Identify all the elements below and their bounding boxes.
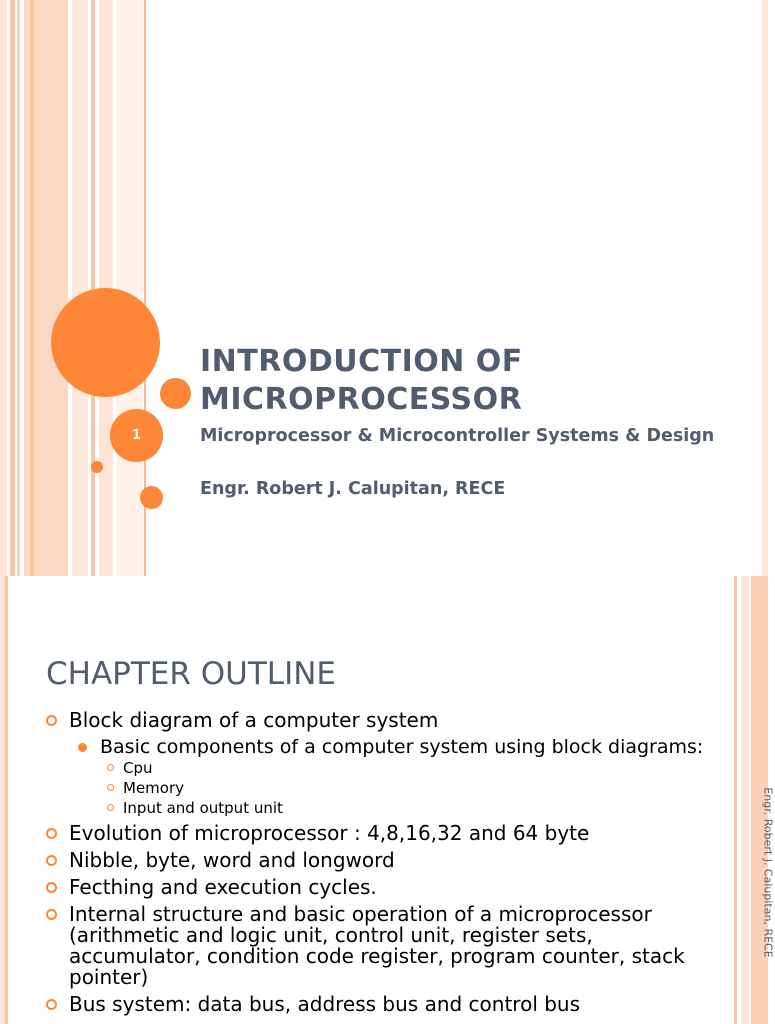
decorative-band — [10, 0, 15, 576]
ring-bullet-icon — [107, 804, 114, 811]
slide-subtitle: Microprocessor & Microcontroller Systems & Design — [200, 426, 715, 446]
dot-bullet-icon — [78, 743, 87, 752]
list-item: Evolution of microprocessor : 4,8,16,32 and 64 byte — [0, 823, 720, 844]
list-item: Bus system: data bus, address bus and control bus — [0, 994, 720, 1015]
decorative-band — [741, 576, 749, 1024]
slide-title: INTRODUCTION OF MICROPROCESSOR — [200, 344, 523, 417]
decorative-band — [17, 0, 20, 576]
list-item: Block diagram of a computer system — [0, 710, 720, 731]
ring-bullet-icon — [46, 909, 57, 920]
list-item: Cpu — [0, 760, 720, 777]
decorative-band — [0, 0, 7, 576]
ring-bullet-icon — [46, 882, 57, 893]
decorative-band — [72, 0, 88, 576]
decorative-band — [762, 0, 768, 576]
outline-title: CHAPTER OUTLINE — [46, 656, 336, 692]
decorative-band — [117, 0, 143, 576]
small-circle — [91, 461, 103, 473]
list-item: Basic components of a computer system using block diagrams: — [0, 737, 720, 757]
decorative-band — [734, 576, 737, 1024]
ring-bullet-icon — [46, 828, 57, 839]
list-item: Input and output unit — [0, 800, 720, 817]
slide-footer: Engr. Robert J. Calupitan, RECE — [761, 787, 775, 958]
ring-bullet-icon — [107, 764, 114, 771]
small-circle — [140, 486, 163, 509]
ring-bullet-icon — [46, 999, 57, 1010]
list-item: Nibble, byte, word and longword — [0, 850, 720, 871]
ring-bullet-icon — [46, 855, 57, 866]
outline-slide — [0, 576, 775, 1024]
list-item: Internal structure and basic operation of a microprocessor (arithmetic and logic unit, control unit, register sets, accumulator, condition code register, program counter, stack pointer) — [0, 904, 720, 988]
slide-number: 1 — [110, 409, 163, 462]
list-item: Memory — [0, 780, 720, 797]
list-item: Fecthing and execution cycles. — [0, 877, 720, 898]
ring-bullet-icon — [46, 715, 57, 726]
decorative-band — [30, 0, 34, 576]
outline-list — [0, 710, 720, 1015]
ring-bullet-icon — [107, 784, 114, 791]
medium-circle — [160, 378, 191, 409]
large-circle — [51, 288, 160, 397]
slide-author: Engr. Robert J. Calupitan, RECE — [200, 479, 506, 499]
